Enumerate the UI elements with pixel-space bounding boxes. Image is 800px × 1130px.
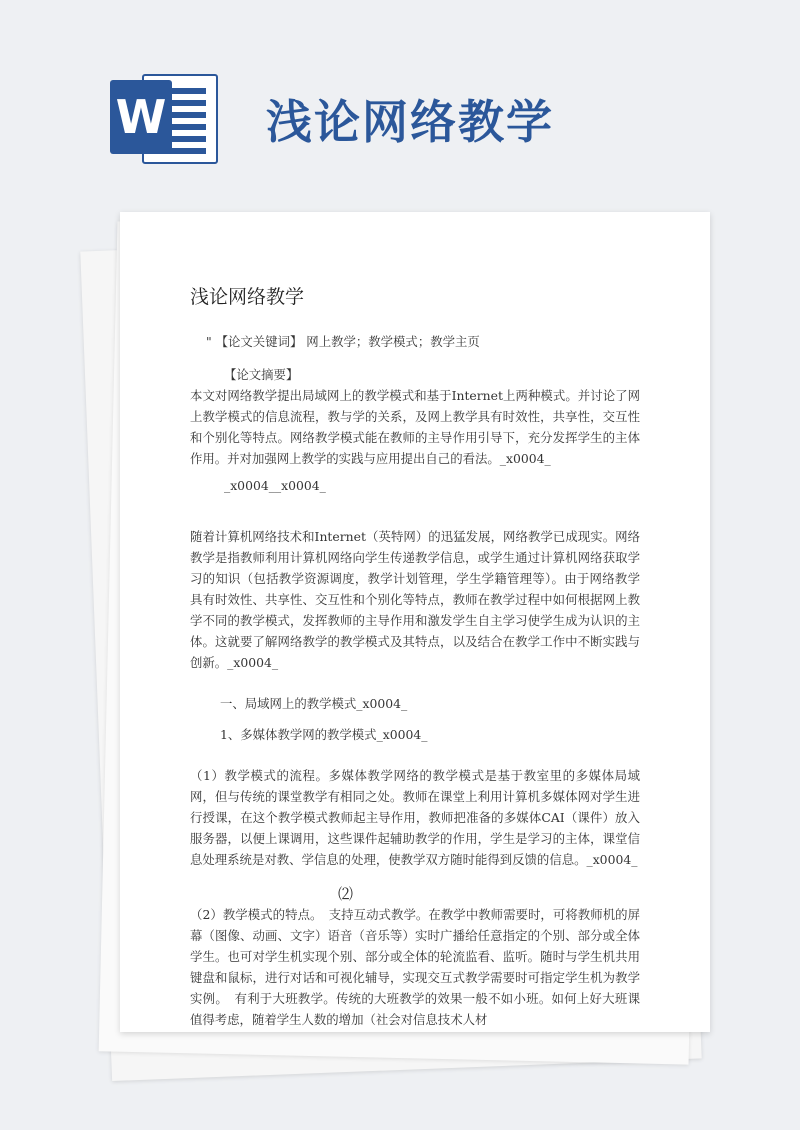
word-badge: W (110, 80, 172, 154)
word-icon (108, 68, 218, 168)
header-title: 浅论网络教学 (266, 95, 554, 149)
subsection-heading-1: 1、多媒体教学网的教学模式_x0004_ (220, 727, 428, 742)
abstract-label: 【论文摘要】 (224, 367, 299, 382)
paragraph-1: （1）教学模式的流程。多媒体教学网络的教学模式是基于教室里的多媒体局域网，但与传统的课堂教学有相同之处。教师在课堂上利用计算机多媒体网对学生进行授课，在这个教学模式教师起主导作用，教师把准备的多媒体CAI（课件）放入服务器，以便上课调用，这些课件起辅助教学的作用，学生是学习的主体，课堂信息处理系统是对教、学信息的处理，使教学双方随时能得到反馈的信息。_x0004_ (190, 768, 640, 867)
header-banner (0, 0, 800, 220)
circled-number-marker: ⑵ (338, 885, 354, 903)
abstract-text: 本文对网络教学提出局域网上的教学模式和基于Internet上两种模式。并讨论了网上教学模式的信息流程，教与学的关系，及网上教学具有时效性，共享性，交互性和个别化等特点。网络教学模式能在教师的主导作用引导下，充分发挥学生的主体作用。并对加强网上教学的实践与应用提出自己的看法。_x0004_ (190, 388, 640, 466)
page-title: 浅论网络教学 (190, 286, 305, 308)
abstract-tail: _x0004__x0004_ (224, 478, 326, 493)
paragraph-2: （2）教学模式的特点。 支持互动式教学。在教学中教师需要时，可将教师机的屏幕（图像、动画、文字）语音（音乐等）实时广播给任意指定的个别、部分或全体学生。也可对学生机实现个别、部分或全体的轮流监看、监听。随时与学生机共用键盘和鼠标，进行对话和可视化辅导，实现交互式教学需要时可指定学生机为教学实例。 有利于大班教学。传统的大班教学的效果一般不如小班。如何上好大班课值得考虑，随着学生人数的增加（社会对信息技术人材 (190, 907, 640, 1027)
section-heading-1: 一、局域网上的教学模式_x0004_ (220, 696, 408, 711)
document-content (190, 282, 640, 1030)
document-page (120, 212, 710, 1032)
intro-paragraph: 随着计算机网络技术和Internet（英特网）的迅猛发展，网络教学已成现实。网络教学是指教师利用计算机网络向学生传递教学信息，或学生通过计算机网络获取学习的知识（包括教学资源调度，教学计划管理，学生学籍管理等）。由于网络教学具有时效性、共享性、交互性和个别化等特点，教师在教学过程中如何根据网上教学不同的教学模式，发挥教师的主导作用和激发学生自主学习使学生成为认识的主体。这就要了解网络教学的教学模式及其特点，以及结合在教学工作中不断实践与创新。_x0004_ (190, 529, 640, 670)
keywords-line: " 【论文关键词】 网上教学；教学模式；教学主页 (206, 334, 480, 349)
